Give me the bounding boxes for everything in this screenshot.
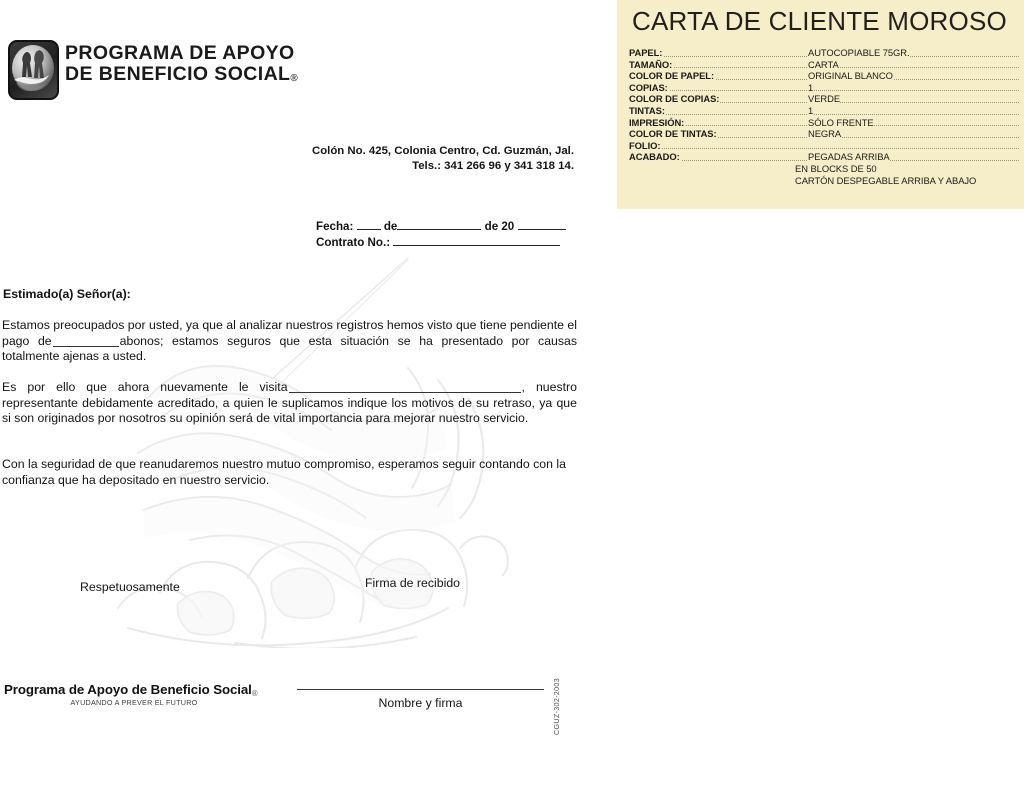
spec-row	[629, 140, 1019, 152]
logo-name-line2: DE BENEFICIO SOCIAL	[65, 63, 291, 85]
paragraph-2	[2, 380, 577, 427]
fecha-month-field[interactable]	[397, 229, 481, 230]
contrato-row	[316, 235, 574, 251]
spec-row	[629, 151, 1019, 163]
spec-label: COLOR DE COPIAS:	[629, 93, 720, 105]
spec-row	[629, 128, 1019, 140]
dot-leader	[629, 148, 1019, 149]
spec-label: TAMAÑO:	[629, 58, 673, 70]
dot-leader	[629, 90, 1019, 91]
paragraph-2-part-b: , nuestro representante debidamente acreditado, a quien le suplicamos indique los motivos de su retraso, ya que si son originados por nosotros su opinión será de vital importancia para mejorar nuestro servicio.	[2, 380, 577, 426]
spec-row	[629, 70, 1019, 82]
logo-artwork	[10, 42, 57, 98]
spec-value: NEGRA	[808, 128, 842, 140]
spec-row	[629, 47, 1019, 59]
spec-row	[629, 117, 1019, 129]
fecha-de-2: de 20	[484, 220, 515, 233]
spec-value: ORIGINAL BLANCO	[808, 70, 893, 82]
spec-panel	[617, 0, 1024, 209]
spec-list	[629, 47, 1019, 163]
firma-de-recibido-label: Firma de recibido	[365, 576, 460, 590]
paragraph-1-part-b: abonos; estamos seguros que esta situación se ha presentado por causas totalmente ajenas a usted.	[2, 333, 578, 364]
fecha-label: Fecha:	[316, 220, 354, 233]
spec-value: AUTOCOPIABLE 75GR.	[808, 47, 910, 58]
spec-row	[629, 93, 1019, 105]
salutation: Estimado(a) Señor(a):	[3, 287, 131, 301]
spec-label: PAPEL:	[629, 47, 663, 58]
logo-wordmark	[65, 43, 298, 88]
registered-mark-icon: ®	[290, 73, 299, 84]
footer-tagline: AYUDANDO A PREVER EL FUTURO	[70, 698, 198, 707]
dot-leader	[629, 114, 1019, 115]
spec-value: 1	[808, 104, 814, 116]
spec-label: COLOR DE PAPEL:	[629, 70, 715, 82]
contrato-label: Contrato No.:	[316, 236, 391, 249]
fecha-year-field[interactable]	[518, 229, 566, 230]
representante-blank-field[interactable]	[289, 392, 521, 393]
address-block	[160, 144, 574, 174]
spec-value: SÓLO FRENTE	[808, 116, 874, 128]
document-code: CGUZ-302-2003	[552, 677, 561, 735]
signature-caption: Nombre y firma	[378, 696, 463, 710]
paragraph-1-part-a: Estamos preocupados por usted, ya que al analizar nuestros registros hemos visto que tiene pendiente el pago de	[2, 318, 577, 348]
spec-value: CARTA	[808, 58, 839, 70]
fecha-day-field[interactable]	[357, 229, 381, 230]
registered-mark-icon: ®	[251, 689, 258, 698]
spec-panel-title: CARTA DE CLIENTE MOROSO	[632, 6, 1007, 36]
paragraph-2-part-a: Es por ello que ahora nuevamente le visita	[2, 380, 288, 394]
two-figures-over-open-hand-icon	[8, 40, 59, 100]
contrato-number-field[interactable]	[393, 245, 560, 246]
footer-logo	[4, 682, 284, 707]
abonos-blank-field[interactable]	[53, 346, 119, 347]
spec-label: ACABADO:	[629, 151, 680, 163]
footer-logo-name	[4, 682, 284, 697]
spec-value: PEGADAS ARRIBA	[808, 151, 890, 163]
address-line-2: Tels.: 341 266 96 y 341 318 14.	[412, 160, 574, 172]
fecha-de-1: de	[383, 220, 398, 233]
paragraph-1	[2, 318, 577, 365]
spec-acabado-extra-line: CARTÓN DESPEGABLE ARRIBA Y ABAJO	[795, 174, 977, 186]
watermark-artwork	[108, 248, 608, 648]
spec-label: COPIAS:	[629, 81, 668, 93]
spec-value: 1	[808, 81, 814, 93]
spec-row	[629, 59, 1019, 71]
spec-value: VERDE	[808, 93, 841, 105]
spec-row	[629, 82, 1019, 94]
logo-name-line1: PROGRAMA DE APOYO	[65, 42, 295, 64]
fecha-row	[316, 219, 574, 235]
spec-label: IMPRESIÓN:	[629, 116, 685, 128]
clasped-hands-watermark	[108, 248, 608, 648]
signature-line[interactable]	[297, 689, 544, 690]
paragraph-3: Con la seguridad de que reanudaremos nuestro mutuo compromiso, esperamos seguir contando con la confianza que ha depositado en nuestro servicio.	[2, 457, 566, 487]
spec-label: TINTAS:	[629, 104, 665, 116]
address-line-1: Colón No. 425, Colonia Centro, Cd. Guzmán, Jal.	[311, 145, 574, 157]
spec-label: FOLIO:	[629, 139, 661, 151]
respetuosamente-label: Respetuosamente	[80, 580, 180, 594]
form-fields	[316, 219, 574, 251]
spec-row	[629, 105, 1019, 117]
spec-acabado-extra-line: EN BLOCKS DE 50	[795, 163, 877, 174]
footer-logo-text: Programa de Apoyo de Beneficio Social	[4, 682, 252, 697]
spec-label: COLOR DE TINTAS:	[629, 128, 717, 140]
